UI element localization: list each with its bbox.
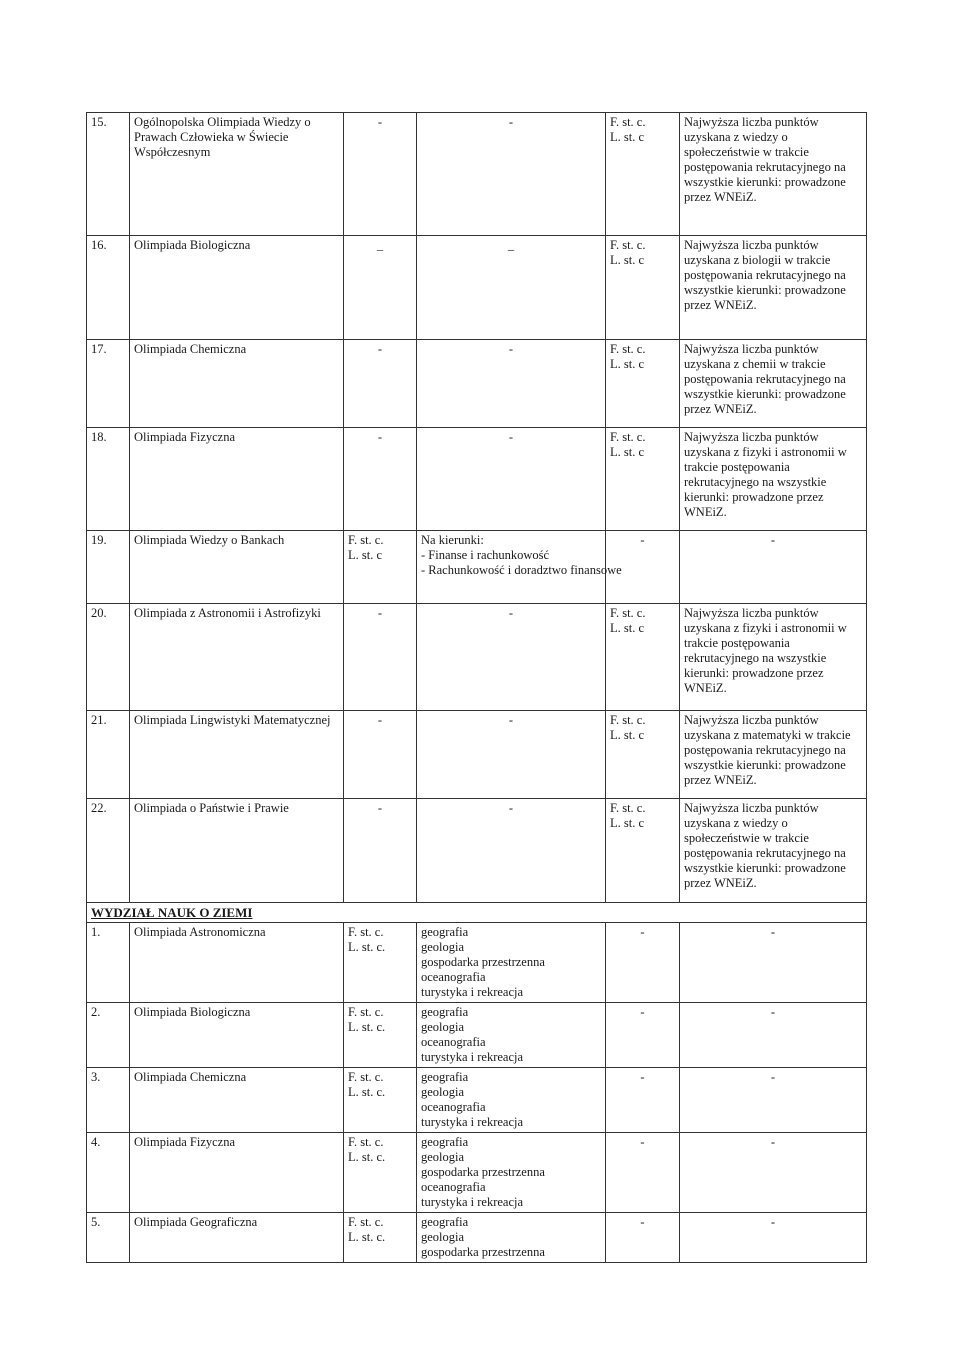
row-number: 1.	[87, 923, 130, 1003]
study-mode-cell: -	[606, 1133, 680, 1213]
cell-line: L. st. c.	[348, 1230, 386, 1244]
olympiad-name: Olimpiada o Państwie i Prawie	[130, 799, 344, 903]
study-mode-cell	[606, 113, 680, 236]
cell-line: L. st. c.	[348, 940, 386, 954]
cell-line: geografia	[421, 1215, 469, 1229]
cell-line: turystyka i rekreacja	[421, 985, 524, 999]
study-mode-cell	[344, 1133, 417, 1213]
points-rule-cell: -	[680, 1003, 867, 1068]
section-header-row	[87, 903, 867, 923]
points-rule-cell: Najwyższa liczba punktów uzyskana z fizyki i astronomii w trakcie postępowania rekrutacyjnego na wszystkie kierunki: prowadzone przez WNEiZ.	[680, 604, 867, 711]
directions-cell	[417, 1213, 606, 1263]
study-mode-cell: -	[606, 1068, 680, 1133]
table-row	[87, 340, 867, 428]
cell-line: F. st. c.	[348, 1135, 384, 1149]
cell-line: geologia	[421, 1150, 465, 1164]
table-row	[87, 1003, 867, 1068]
study-mode-cell	[344, 531, 417, 604]
cell-line: geologia	[421, 1020, 465, 1034]
cell-line: oceanografia	[421, 1180, 486, 1194]
study-mode-cell: -	[344, 113, 417, 236]
olympiad-name: Olimpiada Geograficzna	[130, 1213, 344, 1263]
cell-line: F. st. c.	[610, 801, 646, 815]
cell-line: L. st. c	[610, 130, 645, 144]
study-mode-cell	[606, 236, 680, 340]
row-number: 19.	[87, 531, 130, 604]
points-rule-cell: -	[680, 1068, 867, 1133]
study-mode-cell: -	[344, 428, 417, 531]
olympiad-name: Olimpiada Biologiczna	[130, 236, 344, 340]
cell-line: gospodarka przestrzenna	[421, 955, 545, 969]
directions-cell	[417, 531, 622, 604]
directions-cell: _	[417, 236, 606, 340]
cell-line: Na kierunki:	[421, 533, 484, 547]
cell-line: L. st. c	[610, 445, 645, 459]
row-number: 5.	[87, 1213, 130, 1263]
points-rule-cell: Najwyższa liczba punktów uzyskana z biologii w trakcie postępowania rekrutacyjnego na wszystkie kierunki: prowadzone przez WNEiZ.	[680, 236, 867, 340]
cell-line: geologia	[421, 1085, 465, 1099]
directions-cell	[417, 1133, 606, 1213]
table-row	[87, 113, 867, 236]
points-rule-cell: -	[680, 531, 867, 604]
olympiad-name: Olimpiada Lingwistyki Matematycznej	[130, 711, 344, 799]
study-mode-cell	[606, 340, 680, 428]
cell-line: oceanografia	[421, 970, 486, 984]
olympiad-name: Olimpiada z Astronomii i Astrofizyki	[130, 604, 344, 711]
study-mode-cell: -	[606, 923, 680, 1003]
cell-line: F. st. c.	[348, 1215, 384, 1229]
row-number: 2.	[87, 1003, 130, 1068]
cell-line: F. st. c.	[610, 115, 646, 129]
table-row	[87, 604, 867, 711]
table-row	[87, 428, 867, 531]
cell-line: L. st. c	[348, 548, 383, 562]
points-rule-cell: -	[680, 1133, 867, 1213]
study-mode-cell: _	[344, 236, 417, 340]
cell-line: F. st. c.	[610, 430, 646, 444]
cell-line: L. st. c	[610, 816, 645, 830]
table-row	[87, 799, 867, 903]
cell-line: L. st. c.	[348, 1085, 386, 1099]
points-rule-cell: Najwyższa liczba punktów uzyskana z chemii w trakcie postępowania rekrutacyjnego na wszystkie kierunki: prowadzone przez WNEiZ.	[680, 340, 867, 428]
cell-line: L. st. c.	[348, 1020, 386, 1034]
cell-line: oceanografia	[421, 1100, 486, 1114]
directions-cell	[417, 923, 606, 1003]
cell-line: turystyka i rekreacja	[421, 1195, 524, 1209]
table-row	[87, 531, 867, 604]
cell-line: L. st. c.	[348, 1150, 386, 1164]
cell-line: turystyka i rekreacja	[421, 1115, 524, 1129]
olympiad-name: Olimpiada Biologiczna	[130, 1003, 344, 1068]
row-number: 21.	[87, 711, 130, 799]
cell-line: F. st. c.	[348, 1005, 384, 1019]
cell-line: geografia	[421, 1135, 469, 1149]
olympiad-name: Olimpiada Fizyczna	[130, 428, 344, 531]
row-number: 15.	[87, 113, 130, 236]
directions-cell	[417, 1068, 606, 1133]
cell-line: turystyka i rekreacja	[421, 1050, 524, 1064]
table-row	[87, 923, 867, 1003]
cell-line: F. st. c.	[348, 925, 384, 939]
cell-line: L. st. c	[610, 357, 645, 371]
cell-line: F. st. c.	[610, 713, 646, 727]
cell-line: - Rachunkowość i doradztwo finansowe	[421, 563, 622, 577]
row-number: 16.	[87, 236, 130, 340]
cell-line: gospodarka przestrzenna	[421, 1165, 545, 1179]
directions-cell: -	[417, 799, 606, 903]
cell-line: geografia	[421, 925, 469, 939]
study-mode-cell	[606, 711, 680, 799]
cell-line: - Finanse i rachunkowość	[421, 548, 550, 562]
row-number: 22.	[87, 799, 130, 903]
row-number: 4.	[87, 1133, 130, 1213]
row-number: 17.	[87, 340, 130, 428]
points-rule-cell: Najwyższa liczba punktów uzyskana z matematyki w trakcie postępowania rekrutacyjnego na wszystkie kierunki: prowadzone przez WNEiZ.	[680, 711, 867, 799]
cell-line: geologia	[421, 1230, 465, 1244]
points-rule-cell: -	[680, 1213, 867, 1263]
study-mode-cell: -	[606, 1213, 680, 1263]
study-mode-cell	[344, 923, 417, 1003]
row-number: 3.	[87, 1068, 130, 1133]
directions-cell: -	[417, 340, 606, 428]
table-row	[87, 711, 867, 799]
study-mode-cell	[606, 428, 680, 531]
olympiad-name: Olimpiada Astronomiczna	[130, 923, 344, 1003]
olympiad-name: Olimpiada Wiedzy o Bankach	[130, 531, 344, 604]
cell-line: L. st. c	[610, 621, 645, 635]
directions-cell: -	[417, 113, 606, 236]
study-mode-cell: -	[344, 340, 417, 428]
study-mode-cell: -	[344, 711, 417, 799]
directions-cell	[417, 1003, 606, 1068]
directions-cell: -	[417, 428, 606, 531]
cell-line: geologia	[421, 940, 465, 954]
directions-cell: -	[417, 711, 606, 799]
olympiad-name: Olimpiada Chemiczna	[130, 1068, 344, 1133]
section-title: WYDZIAŁ NAUK O ZIEMI	[87, 903, 867, 923]
points-rule-cell: -	[680, 923, 867, 1003]
table-row	[87, 236, 867, 340]
table-row	[87, 1068, 867, 1133]
cell-line: geografia	[421, 1070, 469, 1084]
study-mode-cell: -	[606, 1003, 680, 1068]
points-rule-cell: Najwyższa liczba punktów uzyskana z wiedzy o społeczeństwie w trakcie postępowania rekrutacyjnego na wszystkie kierunki: prowadzone przez WNEiZ.	[680, 113, 867, 236]
study-mode-cell	[344, 1213, 417, 1263]
cell-line: gospodarka przestrzenna	[421, 1245, 545, 1259]
cell-line: F. st. c.	[610, 342, 646, 356]
olympiad-name: Ogólnopolska Olimpiada Wiedzy o Prawach Człowieka w Świecie Współczesnym	[130, 113, 344, 236]
study-mode-cell	[606, 799, 680, 903]
cell-line: L. st. c	[610, 253, 645, 267]
table-row	[87, 1213, 867, 1263]
study-mode-cell	[344, 1068, 417, 1133]
row-number: 18.	[87, 428, 130, 531]
points-rule-cell: Najwyższa liczba punktów uzyskana z wiedzy o społeczeństwie w trakcie postępowania rekrutacyjnego na wszystkie kierunki: prowadzone przez WNEiZ.	[680, 799, 867, 903]
cell-line: F. st. c.	[610, 606, 646, 620]
points-rule-cell: Najwyższa liczba punktów uzyskana z fizyki i astronomii w trakcie postępowania rekrutacyjnego na wszystkie kierunki: prowadzone przez WNEiZ.	[680, 428, 867, 531]
table-row	[87, 1133, 867, 1213]
cell-line: oceanografia	[421, 1035, 486, 1049]
study-mode-cell	[606, 604, 680, 711]
study-mode-cell: -	[344, 604, 417, 711]
olympiad-name: Olimpiada Chemiczna	[130, 340, 344, 428]
olympiad-table	[86, 112, 867, 1263]
row-number: 20.	[87, 604, 130, 711]
cell-line: geografia	[421, 1005, 469, 1019]
cell-line: F. st. c.	[610, 238, 646, 252]
olympiad-name: Olimpiada Fizyczna	[130, 1133, 344, 1213]
cell-line: L. st. c	[610, 728, 645, 742]
study-mode-cell: -	[606, 531, 680, 604]
study-mode-cell: -	[344, 799, 417, 903]
cell-line: F. st. c.	[348, 1070, 384, 1084]
directions-cell: -	[417, 604, 606, 711]
study-mode-cell	[344, 1003, 417, 1068]
cell-line: F. st. c.	[348, 533, 384, 547]
